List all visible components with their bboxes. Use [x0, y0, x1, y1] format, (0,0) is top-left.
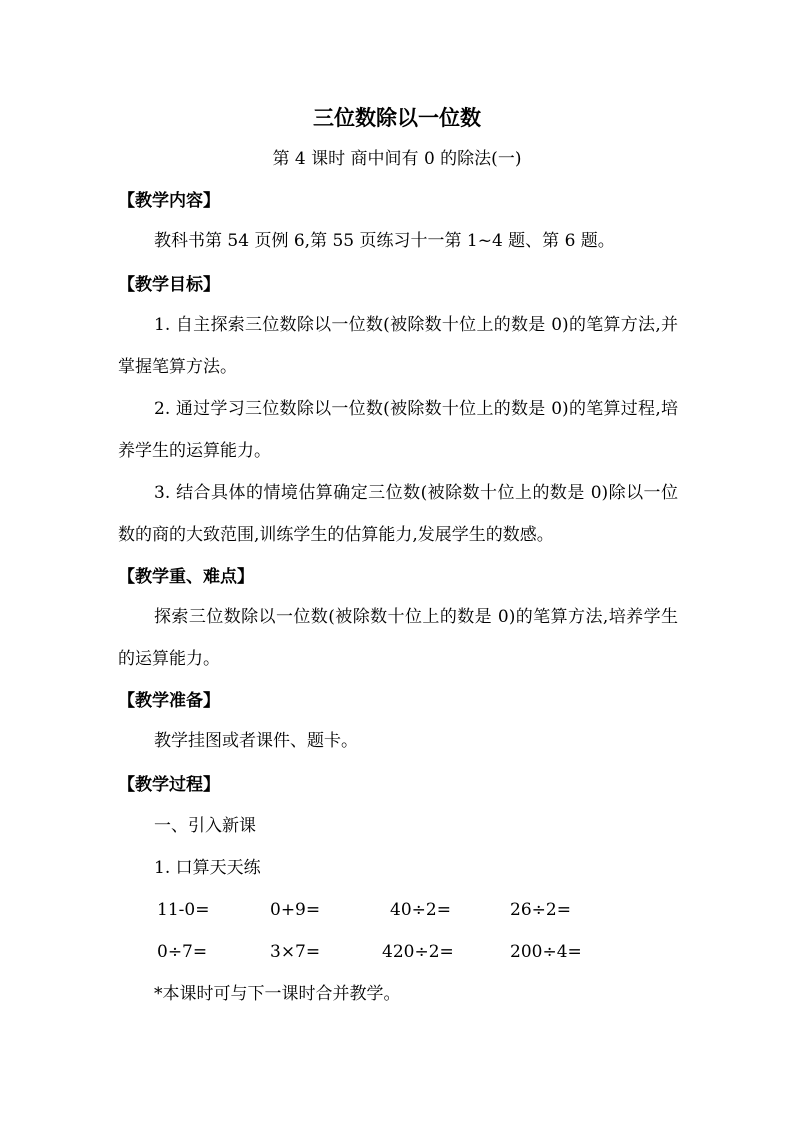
- objective-item: 3. 结合具体的情境估算确定三位数(被除数十位上的数是 0)除以一位数的商的大致范围,训练学生的估算能力,发展学生的数感。: [118, 483, 678, 545]
- objective-item: 2. 通过学习三位数除以一位数(被除数十位上的数是 0)的笔算过程,培养学生的运算能力。: [118, 399, 678, 461]
- preparation-text: 教学挂图或者课件、题卡。: [154, 731, 358, 751]
- calc-item: 0+9=: [270, 900, 321, 920]
- lesson-note: *本课时可与下一课时合并教学。: [154, 984, 401, 1004]
- calc-item: 26÷2=: [510, 900, 571, 920]
- process-step-intro: 一、引入新课: [154, 816, 256, 836]
- calc-row: [0, 897, 794, 923]
- key-points-text: 探索三位数除以一位数(被除数十位上的数是 0)的笔算方法,培养学生的运算能力。: [118, 607, 678, 669]
- process-step-mental-math: 1. 口算天天练: [154, 858, 261, 878]
- section-heading-content: 【教学内容】: [118, 191, 220, 211]
- section-heading-process: 【教学过程】: [118, 775, 220, 795]
- calc-row: [0, 939, 794, 965]
- document-title: 三位数除以一位数: [313, 106, 481, 130]
- section-heading-key-points: 【教学重、难点】: [118, 567, 254, 587]
- calc-item: 40÷2=: [390, 900, 451, 920]
- calc-item: 3×7=: [270, 942, 321, 962]
- calc-item: 0÷7=: [157, 942, 208, 962]
- lesson-subtitle: 第 4 课时 商中间有 0 的除法(一): [272, 149, 522, 169]
- section-heading-preparation: 【教学准备】: [118, 691, 220, 711]
- objective-item: 1. 自主探索三位数除以一位数(被除数十位上的数是 0)的笔算方法,并掌握笔算方法。: [118, 315, 678, 377]
- section-heading-objectives: 【教学目标】: [118, 275, 220, 295]
- calc-item: 11-0=: [157, 900, 210, 920]
- calc-item: 420÷2=: [382, 942, 454, 962]
- content-text: 教科书第 54 页例 6,第 55 页练习十一第 1~4 题、第 6 题。: [154, 231, 615, 251]
- calc-item: 200÷4=: [510, 942, 582, 962]
